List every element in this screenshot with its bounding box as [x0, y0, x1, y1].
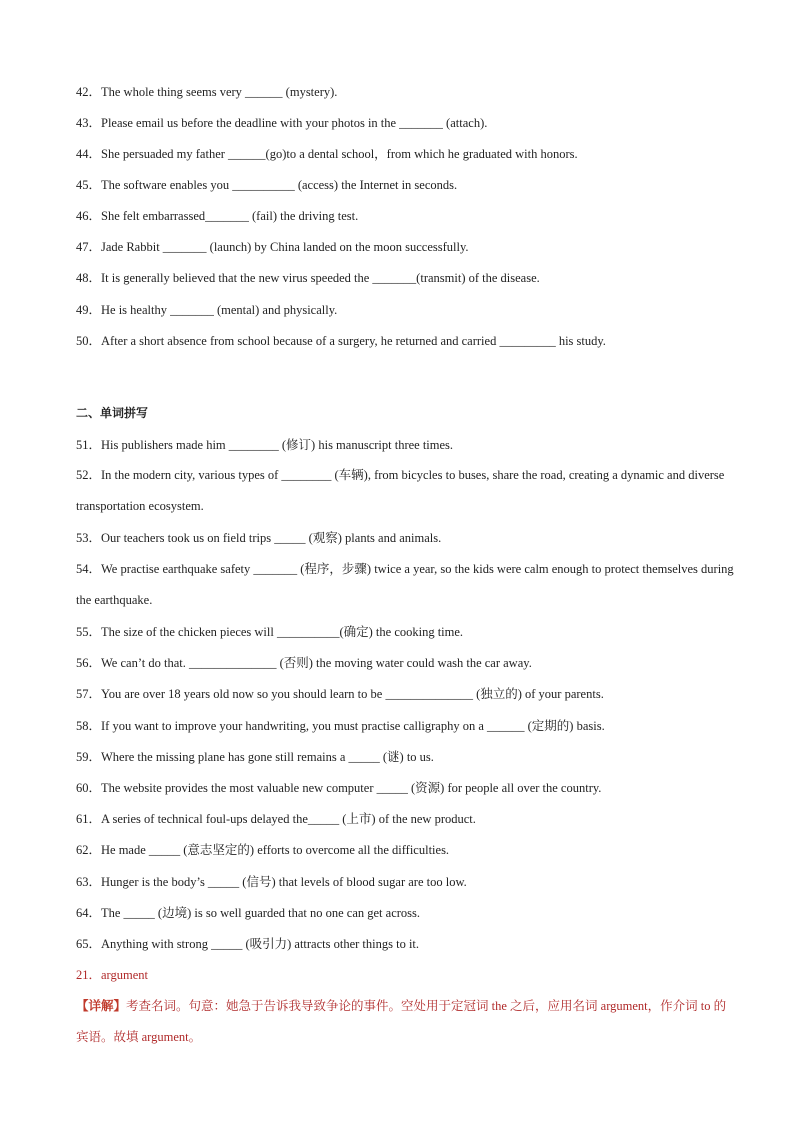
question-56: 56．We can’t do that. ______________ (否则) the moving water could wash the car away. [76, 656, 532, 670]
question-57: 57．You are over 18 years old now so you should learn to be ______________ (独立的) of your parents. [76, 687, 604, 701]
detail-tag: 【详解】 [76, 999, 127, 1013]
question-64: 64．The _____ (边境) is so well guarded that no one can get across. [76, 906, 421, 920]
section-heading: 二、单词拼写 [76, 406, 149, 420]
question-42: 42．The whole thing seems very ______ (mystery). [76, 85, 338, 99]
question-61: 61．A series of technical foul-ups delayed the_____ (上市) of the new product. [76, 812, 476, 826]
question-50: 50．After a short absence from school because of a surgery, he returned and carried _________ his study. [76, 334, 606, 348]
detail-text: 考查名词。句意：她急于告诉我导致争论的事件。空处用于定冠词 the 之后，应用名词 argument，作介词 to 的宾语。故填 argument。 [76, 999, 727, 1044]
question-51: 51．His publishers made him ________ (修订) his manuscript three times. [76, 438, 454, 452]
question-44: 44．She persuaded my father ______(go)to a dental school，from which he graduated with honors. [76, 147, 578, 161]
question-55: 55．The size of the chicken pieces will __________(确定) the cooking time. [76, 625, 464, 639]
question-59: 59．Where the missing plane has gone still remains a _____ (谜) to us. [76, 750, 434, 764]
answer-21: 21．argument [76, 968, 148, 982]
question-62: 62．He made _____ (意志坚定的) efforts to overcome all the difficulties. [76, 843, 450, 857]
answer-detail [76, 991, 736, 1053]
question-60: 60．The website provides the most valuable new computer _____ (资源) for people all over the country. [76, 781, 602, 795]
question-45: 45．The software enables you __________ (access) the Internet in seconds. [76, 178, 458, 192]
question-49: 49．He is healthy _______ (mental) and physically. [76, 303, 338, 317]
question-65: 65．Anything with strong _____ (吸引力) attracts other things to it. [76, 937, 420, 951]
question-43: 43．Please email us before the deadline with your photos in the _______ (attach). [76, 116, 488, 130]
question-48: 48．It is generally believed that the new virus speeded the _______(transmit) of the disease. [76, 271, 540, 285]
question-54: 54．We practise earthquake safety _______ (程序，步骤) twice a year, so the kids were calm enough to protect themselves during the earthquake. [76, 562, 734, 607]
question-53: 53．Our teachers took us on field trips _____ (观察) plants and animals. [76, 531, 442, 545]
question-52: 52．In the modern city, various types of ________ (车辆), from bicycles to buses, share the road, creating a dynamic and diverse transportation ecosystem. [76, 468, 725, 513]
question-46: 46．She felt embarrassed_______ (fail) the driving test. [76, 209, 359, 223]
question-58: 58．If you want to improve your handwriting, you must practise calligraphy on a ______ (定期的) basis. [76, 719, 605, 733]
question-63: 63．Hunger is the body’s _____ (信号) that levels of blood sugar are too low. [76, 875, 467, 889]
question-47: 47．Jade Rabbit _______ (launch) by China landed on the moon successfully. [76, 240, 469, 254]
